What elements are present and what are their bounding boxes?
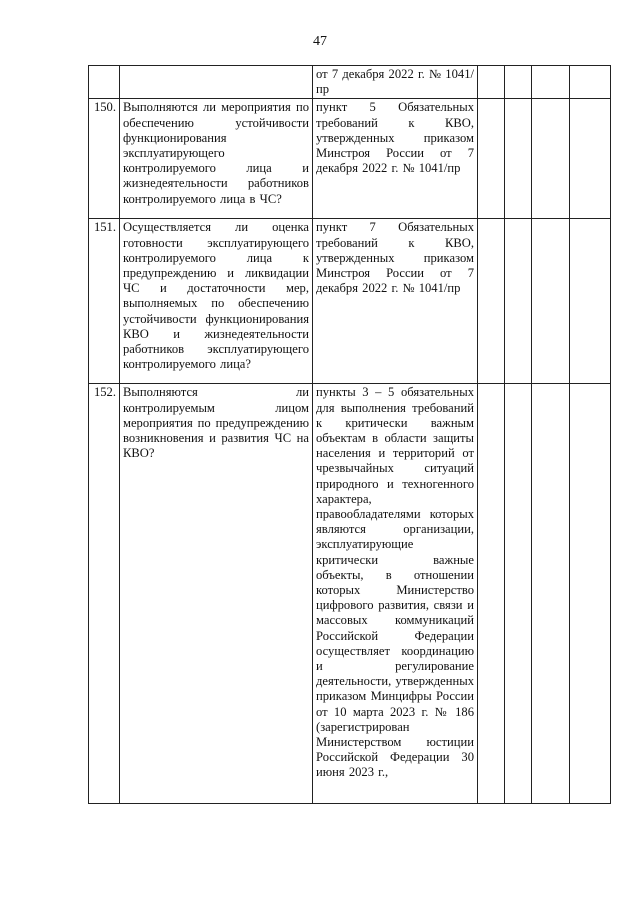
answer-na-cell <box>532 219 570 384</box>
table-row <box>89 66 611 99</box>
requirements-table <box>88 65 611 804</box>
note-cell <box>570 384 611 804</box>
table-row <box>89 99 611 219</box>
answer-na-cell <box>532 66 570 99</box>
question-cell <box>120 66 313 99</box>
page-number: 47 <box>313 34 327 49</box>
reference-cell: пункт 5 Обязательных требований к КВО, утвержденных приказом Минстроя России от 7 декабря 2022 г. № 1041/пр <box>313 99 478 219</box>
table-row <box>89 384 611 804</box>
note-cell <box>570 219 611 384</box>
reference-cell: от 7 декабря 2022 г. № 1041/пр <box>313 66 478 99</box>
answer-no-cell <box>505 384 532 804</box>
answer-yes-cell <box>478 99 505 219</box>
answer-na-cell <box>532 99 570 219</box>
answer-no-cell <box>505 99 532 219</box>
answer-yes-cell <box>478 219 505 384</box>
question-cell: Осуществляется ли оценка готовности эксплуатирующего контролируемого лица к предупреждению и ликвидации ЧС и достаточности мер, выполняемых по обеспечению устойчивости функционирования КВО и жизнедеятельности работников эксплуатирующего контролируемого лица? <box>120 219 313 384</box>
answer-yes-cell <box>478 384 505 804</box>
table-row <box>89 219 611 384</box>
answer-no-cell <box>505 219 532 384</box>
question-cell: Выполняются ли мероприятия по обеспечению устойчивости функционирования эксплуатирующего контролируемого лица и жизнедеятельности работников контролируемого лица в ЧС? <box>120 99 313 219</box>
answer-yes-cell <box>478 66 505 99</box>
answer-na-cell <box>532 384 570 804</box>
note-cell <box>570 66 611 99</box>
row-number: 151. <box>89 219 120 384</box>
note-cell <box>570 99 611 219</box>
answer-no-cell <box>505 66 532 99</box>
row-number: 150. <box>89 99 120 219</box>
reference-cell: пункты 3 – 5 обязательных для выполнения требований к критически важным объектам в области защиты населения и территорий от чрезвычайных ситуаций природного и техногенного характера, правообладателями которых являются организации, эксплуатирующие критически важные объекты, в отношении которых Министерство цифрового развития, связи и массовых коммуникаций Российской Федерации осуществляет координацию и регулирование деятельности, утвержденных приказом Минцифры России от 10 марта 2023 г. № 186 (зарегистрирован Министерством юстиции Российской Федерации 30 июня 2023 г., <box>313 384 478 804</box>
question-cell: Выполняются ли контролируемым лицом мероприятия по предупреждению возникновения и развития ЧС на КВО? <box>120 384 313 804</box>
reference-cell: пункт 7 Обязательных требований к КВО, утвержденных приказом Минстроя России от 7 декабря 2022 г. № 1041/пр <box>313 219 478 384</box>
row-number: 152. <box>89 384 120 804</box>
row-number <box>89 66 120 99</box>
